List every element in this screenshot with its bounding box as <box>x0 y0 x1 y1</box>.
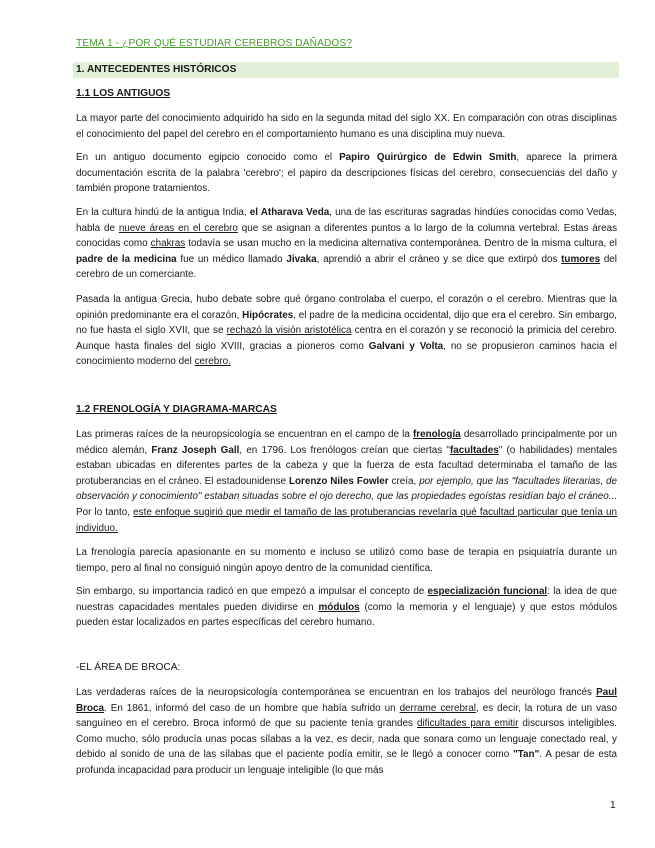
section-heading: 1. ANTECEDENTES HISTÓRICOS <box>73 62 619 78</box>
bold-underlined-text: especialización funcional <box>427 586 548 597</box>
bold-underlined-text: tumores <box>561 253 601 265</box>
bold-text: Franz Joseph Gall <box>151 444 240 456</box>
bold-text: padre de la medicina <box>76 253 177 265</box>
bold-underlined-text: módulos <box>318 601 360 613</box>
underlined-text: cerebro. <box>194 356 231 368</box>
page-number: 1 <box>610 800 616 811</box>
paragraph-7: Sin embargo, su importancia radicó en que empezó a impulsar el concepto de especialización funcional: la idea de que nuestras capacidades mentales pueden dividirse en módulos (como la memoria y el lenguaje) y que estos módulos pueden estar localizados en partes específicas del cerebro humano. <box>76 586 618 629</box>
italic-text: por ejemplo, que las "facultades literarias, de observación y conocimiento" estaban situadas sobre el ojo derecho, que las propiedades egoístas residían bajo el cráneo.. <box>76 475 617 503</box>
document-title: TEMA 1 - ¿POR QUÉ ESTUDIAR CEREBROS DAÑADOS? <box>76 38 353 49</box>
bold-underlined-text: facultades <box>449 444 499 456</box>
paragraph-3: En la cultura hindú de la antigua India, el Atharava Veda, una de las escrituras sagradas hindúes conocidas como Vedas, habla de nueve áreas en el cerebro que se asignan a diferentes puntos a lo largo de la columna vertebral. Estas áreas conocidas como chakras todavía se usan mucho en la medicina alternativa contemporánea. Dentro de la misma cultura, el padre de la medicina fue un médico llamado Jivaka, aprendió a abrir el cráneo y se dice que extirpó dos tumores del cerebro de un comerciante. <box>76 207 618 281</box>
underlined-text: chakras <box>150 238 186 250</box>
subsection-heading-1-1: 1.1 LOS ANTIGUOS <box>76 88 171 99</box>
paragraph-1: La mayor parte del conocimiento adquirido ha sido en la segunda mitad del siglo XX. En comparación con otras disciplinas el conocimiento del papel del cerebro en el comportamiento humano es una disciplina muy nueva. <box>76 113 617 140</box>
bold-text: Jivaka <box>286 253 317 265</box>
paragraph-8: Las verdaderas raíces de la neuropsicología contemporánea se encuentran en los trabajos del neurólogo francés Paul Broca. En 1861, informó del caso de un hombre que había sufrido un derrame cerebral, es decir, la rotura de un vaso sanguíneo en el cerebro. Broca informó de que su paciente tenía grandes dificultades para emitir discursos inteligibles. Como mucho, sólo producía unas pocas sílabas a la vez, es decir, nada que sonara como un lenguaje conectado real, y debido al sonido de una de las sílabas que el paciente podía emitir, se le llegó a conocer como "Tan". A pesar de esta profunda incapacidad para producir un lenguaje inteligible (lo que más <box>76 687 617 776</box>
underlined-text: derrame cerebral <box>399 702 476 714</box>
paragraph-5: Las primeras raíces de la neuropsicología se encuentran en el campo de la frenología desarrollado principalmente por un médico alemán, Franz Joseph Gall, en 1796. Los frenólogos creían que ciertas "facultades" (o habilidades) mentales estaban ubicadas en diferentes partes de la cabeza y que la fuerza de esta facultad determinaba el tamaño de las protuberancias en el cráneo. El estadounidense Lorenzo Niles Fowler creía, por ejemplo, que las "facultades literarias, de observación y conocimiento" estaban situadas sobre el ojo derecho, que las propiedades egoístas residían bajo el cráneo... Por lo tanto, este enfoque sugirió que medir el tamaño de las protuberancias revelaría qué facultad particular que tenía un individuo. <box>76 429 618 534</box>
bold-text: el Atharava Veda <box>249 207 330 218</box>
paragraph-2: En un antiguo documento egipcio conocido como el Papiro Quirúrgico de Edwin Smith, aparece la primera documentación escrita de la palabra 'cerebro'; el papiro da descripciones físicas del cerebro, consecuencias del daño y también propone tratamientos. <box>76 152 617 195</box>
bold-text: Galvani y Volta <box>368 340 444 352</box>
bold-text: Papiro Quirúrgico de Edwin Smith <box>339 152 517 163</box>
bold-text: Lorenzo Niles Fowler <box>288 475 389 487</box>
bold-text: "Tan" <box>513 749 540 761</box>
underlined-text: dificultades para emitir <box>417 718 519 730</box>
underlined-text: rechazó la visión aristotélica <box>226 325 352 337</box>
paragraph-6: La frenología parecía apasionante en su momento e incluso se utilizó como base de terapia en psiquiatría durante un tiempo, pero al final no consiguió ningún apoyo dentro de la comunidad científica. <box>76 547 617 574</box>
underlined-text: este enfoque sugirió que medir el tamaño de las protuberancias revelaría qué facultad particular que tenía un individuo. <box>76 506 618 534</box>
bold-underlined-text: frenología <box>412 429 461 440</box>
bold-underlined-text: Paul Broca <box>76 687 617 714</box>
broca-heading: -EL ÁREA DE BROCA: <box>76 662 181 673</box>
subsection-heading-1-2: 1.2 FRENOLOGÍA Y DIAGRAMA-MARCAS <box>76 404 277 415</box>
underlined-text: nueve áreas en el cerebro <box>118 222 238 234</box>
paragraph-4: Pasada la antigua Grecia, hubo debate sobre qué órgano controlaba el cuerpo, el corazón o el cerebro. Mientras que la opinión predominante era el corazón, Hipócrates, el padre de la medicina occidental, dijo que era el cerebro. Sin embargo, no fue hasta el siglo XVII, que se rechazó la visión aristotélica centra en el corazón y se reconoció la primicia del cerebro. Aunque hasta finales del siglo XVIII, gracias a pioneros como Galvani y Volta, no se propusieron caminos hacia el conocimiento moderno del cerebro. <box>76 294 617 368</box>
bold-text: Hipócrates <box>242 309 294 321</box>
